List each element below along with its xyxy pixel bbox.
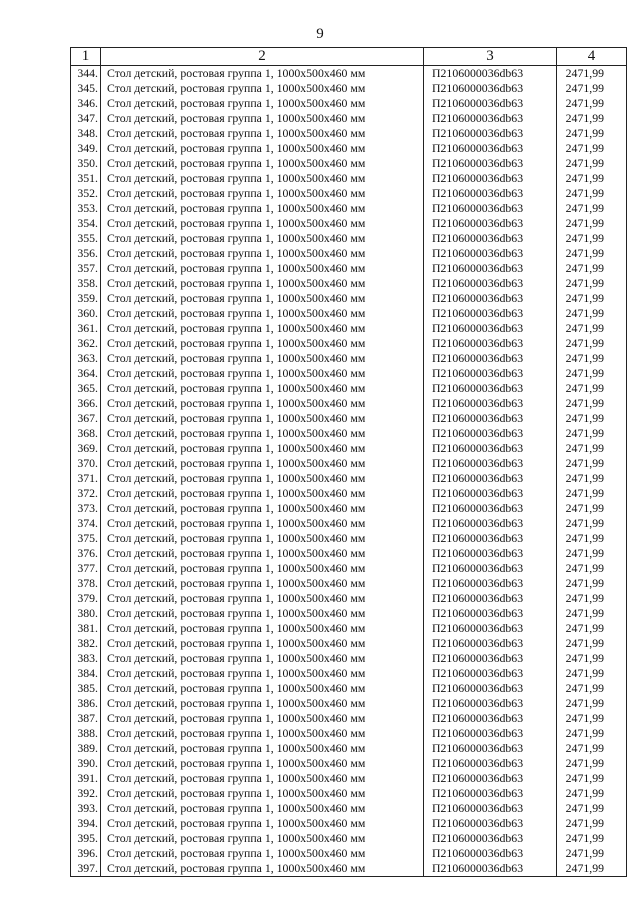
- table-row: [71, 411, 627, 426]
- table-row: [71, 81, 627, 96]
- table-row: [71, 426, 627, 441]
- row-number: 382.: [71, 636, 101, 651]
- item-price: 2471,99: [557, 96, 627, 111]
- row-number: 351.: [71, 171, 101, 186]
- inventory-code: П2106000036db63: [424, 486, 557, 501]
- table-row: [71, 846, 627, 861]
- table-row: [71, 246, 627, 261]
- table-row: [71, 306, 627, 321]
- inventory-code: П2106000036db63: [424, 186, 557, 201]
- table-row: [71, 201, 627, 216]
- row-number: 387.: [71, 711, 101, 726]
- inventory-code: П2106000036db63: [424, 816, 557, 831]
- item-price: 2471,99: [557, 171, 627, 186]
- item-name: Стол детский, ростовая группа 1, 1000х500х460 мм: [101, 726, 424, 741]
- table-row: [71, 396, 627, 411]
- table-row: [71, 96, 627, 111]
- item-name: Стол детский, ростовая группа 1, 1000х500х460 мм: [101, 591, 424, 606]
- row-number: 349.: [71, 141, 101, 156]
- row-number: 367.: [71, 411, 101, 426]
- inventory-code: П2106000036db63: [424, 156, 557, 171]
- item-price: 2471,99: [557, 276, 627, 291]
- inventory-code: П2106000036db63: [424, 771, 557, 786]
- inventory-code: П2106000036db63: [424, 621, 557, 636]
- item-name: Стол детский, ростовая группа 1, 1000х500х460 мм: [101, 66, 424, 82]
- item-name: Стол детский, ростовая группа 1, 1000х500х460 мм: [101, 171, 424, 186]
- item-price: 2471,99: [557, 111, 627, 126]
- item-price: 2471,99: [557, 846, 627, 861]
- item-name: Стол детский, ростовая группа 1, 1000х500х460 мм: [101, 486, 424, 501]
- inventory-code: П2106000036db63: [424, 246, 557, 261]
- row-number: 375.: [71, 531, 101, 546]
- table-row: [71, 126, 627, 141]
- item-price: 2471,99: [557, 216, 627, 231]
- item-name: Стол детский, ростовая группа 1, 1000х500х460 мм: [101, 141, 424, 156]
- inventory-code: П2106000036db63: [424, 741, 557, 756]
- item-price: 2471,99: [557, 801, 627, 816]
- row-number: 397.: [71, 861, 101, 877]
- inventory-code: П2106000036db63: [424, 786, 557, 801]
- table-row: [71, 681, 627, 696]
- inventory-table: [70, 47, 627, 877]
- table-row: [71, 381, 627, 396]
- row-number: 363.: [71, 351, 101, 366]
- item-price: 2471,99: [557, 771, 627, 786]
- table-row: [71, 621, 627, 636]
- row-number: 355.: [71, 231, 101, 246]
- item-price: 2471,99: [557, 336, 627, 351]
- item-name: Стол детский, ростовая группа 1, 1000х500х460 мм: [101, 636, 424, 651]
- item-price: 2471,99: [557, 621, 627, 636]
- item-price: 2471,99: [557, 696, 627, 711]
- row-number: 384.: [71, 666, 101, 681]
- item-name: Стол детский, ростовая группа 1, 1000х500х460 мм: [101, 696, 424, 711]
- item-name: Стол детский, ростовая группа 1, 1000х500х460 мм: [101, 81, 424, 96]
- row-number: 369.: [71, 441, 101, 456]
- item-name: Стол детский, ростовая группа 1, 1000х500х460 мм: [101, 96, 424, 111]
- item-name: Стол детский, ростовая группа 1, 1000х500х460 мм: [101, 711, 424, 726]
- inventory-code: П2106000036db63: [424, 471, 557, 486]
- table-row: [71, 531, 627, 546]
- table-row: [71, 321, 627, 336]
- item-name: Стол детский, ростовая группа 1, 1000х500х460 мм: [101, 621, 424, 636]
- inventory-code: П2106000036db63: [424, 636, 557, 651]
- table-row: [71, 576, 627, 591]
- row-number: 354.: [71, 216, 101, 231]
- inventory-code: П2106000036db63: [424, 66, 557, 82]
- inventory-code: П2106000036db63: [424, 216, 557, 231]
- row-number: 346.: [71, 96, 101, 111]
- row-number: 389.: [71, 741, 101, 756]
- item-price: 2471,99: [557, 441, 627, 456]
- item-name: Стол детский, ростовая группа 1, 1000х500х460 мм: [101, 786, 424, 801]
- item-name: Стол детский, ростовая группа 1, 1000х500х460 мм: [101, 741, 424, 756]
- row-number: 365.: [71, 381, 101, 396]
- row-number: 385.: [71, 681, 101, 696]
- inventory-code: П2106000036db63: [424, 126, 557, 141]
- inventory-code: П2106000036db63: [424, 336, 557, 351]
- table-row: [71, 666, 627, 681]
- table-row: [71, 261, 627, 276]
- item-name: Стол детский, ростовая группа 1, 1000х500х460 мм: [101, 756, 424, 771]
- item-name: Стол детский, ростовая группа 1, 1000х500х460 мм: [101, 126, 424, 141]
- row-number: 344.: [71, 66, 101, 82]
- inventory-code: П2106000036db63: [424, 426, 557, 441]
- item-price: 2471,99: [557, 561, 627, 576]
- row-number: 359.: [71, 291, 101, 306]
- inventory-code: П2106000036db63: [424, 756, 557, 771]
- row-number: 391.: [71, 771, 101, 786]
- row-number: 379.: [71, 591, 101, 606]
- inventory-code: П2106000036db63: [424, 411, 557, 426]
- item-name: Стол детский, ростовая группа 1, 1000х500х460 мм: [101, 321, 424, 336]
- row-number: 395.: [71, 831, 101, 846]
- item-price: 2471,99: [557, 741, 627, 756]
- item-name: Стол детский, ростовая группа 1, 1000х500х460 мм: [101, 666, 424, 681]
- item-name: Стол детский, ростовая группа 1, 1000х500х460 мм: [101, 576, 424, 591]
- item-price: 2471,99: [557, 666, 627, 681]
- inventory-code: П2106000036db63: [424, 801, 557, 816]
- item-price: 2471,99: [557, 126, 627, 141]
- row-number: 366.: [71, 396, 101, 411]
- row-number: 376.: [71, 546, 101, 561]
- item-price: 2471,99: [557, 426, 627, 441]
- item-name: Стол детский, ростовая группа 1, 1000х500х460 мм: [101, 366, 424, 381]
- inventory-code: П2106000036db63: [424, 666, 557, 681]
- item-price: 2471,99: [557, 321, 627, 336]
- row-number: 372.: [71, 486, 101, 501]
- inventory-code: П2106000036db63: [424, 81, 557, 96]
- item-name: Стол детский, ростовая группа 1, 1000х500х460 мм: [101, 681, 424, 696]
- item-name: Стол детский, ростовая группа 1, 1000х500х460 мм: [101, 231, 424, 246]
- inventory-code: П2106000036db63: [424, 306, 557, 321]
- item-name: Стол детский, ростовая группа 1, 1000х500х460 мм: [101, 801, 424, 816]
- row-number: 383.: [71, 651, 101, 666]
- row-number: 364.: [71, 366, 101, 381]
- table-row: [71, 726, 627, 741]
- row-number: 390.: [71, 756, 101, 771]
- row-number: 392.: [71, 786, 101, 801]
- row-number: 378.: [71, 576, 101, 591]
- item-price: 2471,99: [557, 186, 627, 201]
- inventory-code: П2106000036db63: [424, 681, 557, 696]
- table-row: [71, 441, 627, 456]
- row-number: 373.: [71, 501, 101, 516]
- item-price: 2471,99: [557, 576, 627, 591]
- inventory-code: П2106000036db63: [424, 351, 557, 366]
- item-name: Стол детский, ростовая группа 1, 1000х500х460 мм: [101, 441, 424, 456]
- item-name: Стол детский, ростовая группа 1, 1000х500х460 мм: [101, 831, 424, 846]
- row-number: 350.: [71, 156, 101, 171]
- item-price: 2471,99: [557, 141, 627, 156]
- item-name: Стол детский, ростовая группа 1, 1000х500х460 мм: [101, 291, 424, 306]
- row-number: 357.: [71, 261, 101, 276]
- row-number: 360.: [71, 306, 101, 321]
- table-row: [71, 606, 627, 621]
- inventory-code: П2106000036db63: [424, 96, 557, 111]
- inventory-code: П2106000036db63: [424, 726, 557, 741]
- inventory-code: П2106000036db63: [424, 381, 557, 396]
- row-number: 368.: [71, 426, 101, 441]
- inventory-code: П2106000036db63: [424, 366, 557, 381]
- table-row: [71, 111, 627, 126]
- table-row: [71, 696, 627, 711]
- item-name: Стол детский, ростовая группа 1, 1000х500х460 мм: [101, 111, 424, 126]
- item-price: 2471,99: [557, 546, 627, 561]
- table-row: [71, 156, 627, 171]
- table-row: [71, 801, 627, 816]
- table-row: [71, 741, 627, 756]
- row-number: 353.: [71, 201, 101, 216]
- item-price: 2471,99: [557, 636, 627, 651]
- item-price: 2471,99: [557, 66, 627, 82]
- inventory-code: П2106000036db63: [424, 861, 557, 877]
- item-price: 2471,99: [557, 486, 627, 501]
- row-number: 381.: [71, 621, 101, 636]
- item-name: Стол детский, ростовая группа 1, 1000х500х460 мм: [101, 651, 424, 666]
- item-name: Стол детский, ростовая группа 1, 1000х500х460 мм: [101, 216, 424, 231]
- item-name: Стол детский, ростовая группа 1, 1000х500х460 мм: [101, 396, 424, 411]
- item-price: 2471,99: [557, 456, 627, 471]
- item-name: Стол детский, ростовая группа 1, 1000х500х460 мм: [101, 186, 424, 201]
- item-price: 2471,99: [557, 471, 627, 486]
- item-name: Стол детский, ростовая группа 1, 1000х500х460 мм: [101, 501, 424, 516]
- item-price: 2471,99: [557, 756, 627, 771]
- table-row: [71, 816, 627, 831]
- table-row: [71, 771, 627, 786]
- item-name: Стол детский, ростовая группа 1, 1000х500х460 мм: [101, 351, 424, 366]
- table-row: [71, 291, 627, 306]
- item-price: 2471,99: [557, 396, 627, 411]
- row-number: 394.: [71, 816, 101, 831]
- table-row: [71, 186, 627, 201]
- inventory-code: П2106000036db63: [424, 261, 557, 276]
- inventory-code: П2106000036db63: [424, 831, 557, 846]
- table-row: [71, 276, 627, 291]
- item-name: Стол детский, ростовая группа 1, 1000х500х460 мм: [101, 246, 424, 261]
- item-price: 2471,99: [557, 651, 627, 666]
- item-name: Стол детский, ростовая группа 1, 1000х500х460 мм: [101, 306, 424, 321]
- header-row: [71, 48, 627, 66]
- inventory-code: П2106000036db63: [424, 711, 557, 726]
- item-price: 2471,99: [557, 726, 627, 741]
- row-number: 396.: [71, 846, 101, 861]
- inventory-code: П2106000036db63: [424, 111, 557, 126]
- inventory-code: П2106000036db63: [424, 456, 557, 471]
- table-row: [71, 756, 627, 771]
- column-header-code: 3: [424, 48, 557, 66]
- inventory-code: П2106000036db63: [424, 441, 557, 456]
- item-name: Стол детский, ростовая группа 1, 1000х500х460 мм: [101, 771, 424, 786]
- item-price: 2471,99: [557, 861, 627, 877]
- table-row: [71, 546, 627, 561]
- item-name: Стол детский, ростовая группа 1, 1000х500х460 мм: [101, 471, 424, 486]
- column-header-price: 4: [557, 48, 627, 66]
- item-name: Стол детский, ростовая группа 1, 1000х500х460 мм: [101, 411, 424, 426]
- item-price: 2471,99: [557, 291, 627, 306]
- inventory-code: П2106000036db63: [424, 531, 557, 546]
- item-name: Стол детский, ростовая группа 1, 1000х500х460 мм: [101, 606, 424, 621]
- item-price: 2471,99: [557, 501, 627, 516]
- row-number: 374.: [71, 516, 101, 531]
- item-price: 2471,99: [557, 786, 627, 801]
- item-name: Стол детский, ростовая группа 1, 1000х500х460 мм: [101, 861, 424, 877]
- item-name: Стол детский, ростовая группа 1, 1000х500х460 мм: [101, 426, 424, 441]
- item-name: Стол детский, ростовая группа 1, 1000х500х460 мм: [101, 336, 424, 351]
- table-row: [71, 591, 627, 606]
- inventory-code: П2106000036db63: [424, 201, 557, 216]
- row-number: 352.: [71, 186, 101, 201]
- inventory-code: П2106000036db63: [424, 516, 557, 531]
- row-number: 347.: [71, 111, 101, 126]
- table-row: [71, 141, 627, 156]
- item-price: 2471,99: [557, 831, 627, 846]
- inventory-code: П2106000036db63: [424, 291, 557, 306]
- inventory-code: П2106000036db63: [424, 231, 557, 246]
- inventory-code: П2106000036db63: [424, 651, 557, 666]
- item-name: Стол детский, ростовая группа 1, 1000х500х460 мм: [101, 156, 424, 171]
- inventory-code: П2106000036db63: [424, 141, 557, 156]
- item-price: 2471,99: [557, 411, 627, 426]
- item-name: Стол детский, ростовая группа 1, 1000х500х460 мм: [101, 846, 424, 861]
- inventory-code: П2106000036db63: [424, 591, 557, 606]
- column-header-name: 2: [101, 48, 424, 66]
- item-name: Стол детский, ростовая группа 1, 1000х500х460 мм: [101, 276, 424, 291]
- table-row: [71, 366, 627, 381]
- item-name: Стол детский, ростовая группа 1, 1000х500х460 мм: [101, 816, 424, 831]
- row-number: 371.: [71, 471, 101, 486]
- table-row: [71, 456, 627, 471]
- table-row: [71, 831, 627, 846]
- inventory-code: П2106000036db63: [424, 321, 557, 336]
- row-number: 393.: [71, 801, 101, 816]
- row-number: 358.: [71, 276, 101, 291]
- table-row: [71, 561, 627, 576]
- table-row: [71, 516, 627, 531]
- item-price: 2471,99: [557, 381, 627, 396]
- row-number: 356.: [71, 246, 101, 261]
- item-price: 2471,99: [557, 351, 627, 366]
- item-price: 2471,99: [557, 156, 627, 171]
- item-name: Стол детский, ростовая группа 1, 1000х500х460 мм: [101, 561, 424, 576]
- item-name: Стол детский, ростовая группа 1, 1000х500х460 мм: [101, 201, 424, 216]
- item-price: 2471,99: [557, 531, 627, 546]
- row-number: 377.: [71, 561, 101, 576]
- item-name: Стол детский, ростовая группа 1, 1000х500х460 мм: [101, 381, 424, 396]
- table-row: [71, 336, 627, 351]
- inventory-code: П2106000036db63: [424, 576, 557, 591]
- inventory-code: П2106000036db63: [424, 561, 557, 576]
- table-row: [71, 861, 627, 877]
- item-price: 2471,99: [557, 816, 627, 831]
- table-row: [71, 786, 627, 801]
- column-header-number: 1: [71, 48, 101, 66]
- row-number: 380.: [71, 606, 101, 621]
- page-number: 9: [316, 26, 324, 42]
- row-number: 348.: [71, 126, 101, 141]
- item-price: 2471,99: [557, 516, 627, 531]
- item-name: Стол детский, ростовая группа 1, 1000х500х460 мм: [101, 531, 424, 546]
- row-number: 362.: [71, 336, 101, 351]
- inventory-code: П2106000036db63: [424, 846, 557, 861]
- item-price: 2471,99: [557, 201, 627, 216]
- item-name: Стол детский, ростовая группа 1, 1000х500х460 мм: [101, 546, 424, 561]
- item-price: 2471,99: [557, 246, 627, 261]
- item-price: 2471,99: [557, 681, 627, 696]
- item-price: 2471,99: [557, 231, 627, 246]
- row-number: 361.: [71, 321, 101, 336]
- table-body: [71, 66, 627, 877]
- row-number: 386.: [71, 696, 101, 711]
- item-price: 2471,99: [557, 591, 627, 606]
- table-row: [71, 66, 627, 82]
- table-row: [71, 636, 627, 651]
- row-number: 345.: [71, 81, 101, 96]
- row-number: 388.: [71, 726, 101, 741]
- table-row: [71, 216, 627, 231]
- inventory-code: П2106000036db63: [424, 546, 557, 561]
- table-row: [71, 501, 627, 516]
- table-row: [71, 711, 627, 726]
- table-row: [71, 231, 627, 246]
- table-row: [71, 651, 627, 666]
- inventory-code: П2106000036db63: [424, 501, 557, 516]
- table-row: [71, 171, 627, 186]
- inventory-code: П2106000036db63: [424, 276, 557, 291]
- item-name: Стол детский, ростовая группа 1, 1000х500х460 мм: [101, 456, 424, 471]
- inventory-code: П2106000036db63: [424, 696, 557, 711]
- item-price: 2471,99: [557, 261, 627, 276]
- table-header: [71, 48, 627, 66]
- item-name: Стол детский, ростовая группа 1, 1000х500х460 мм: [101, 261, 424, 276]
- table-row: [71, 471, 627, 486]
- inventory-code: П2106000036db63: [424, 396, 557, 411]
- table-row: [71, 351, 627, 366]
- item-name: Стол детский, ростовая группа 1, 1000х500х460 мм: [101, 516, 424, 531]
- item-price: 2471,99: [557, 606, 627, 621]
- inventory-code: П2106000036db63: [424, 171, 557, 186]
- item-price: 2471,99: [557, 366, 627, 381]
- item-price: 2471,99: [557, 711, 627, 726]
- item-price: 2471,99: [557, 306, 627, 321]
- row-number: 370.: [71, 456, 101, 471]
- inventory-code: П2106000036db63: [424, 606, 557, 621]
- table-row: [71, 486, 627, 501]
- item-price: 2471,99: [557, 81, 627, 96]
